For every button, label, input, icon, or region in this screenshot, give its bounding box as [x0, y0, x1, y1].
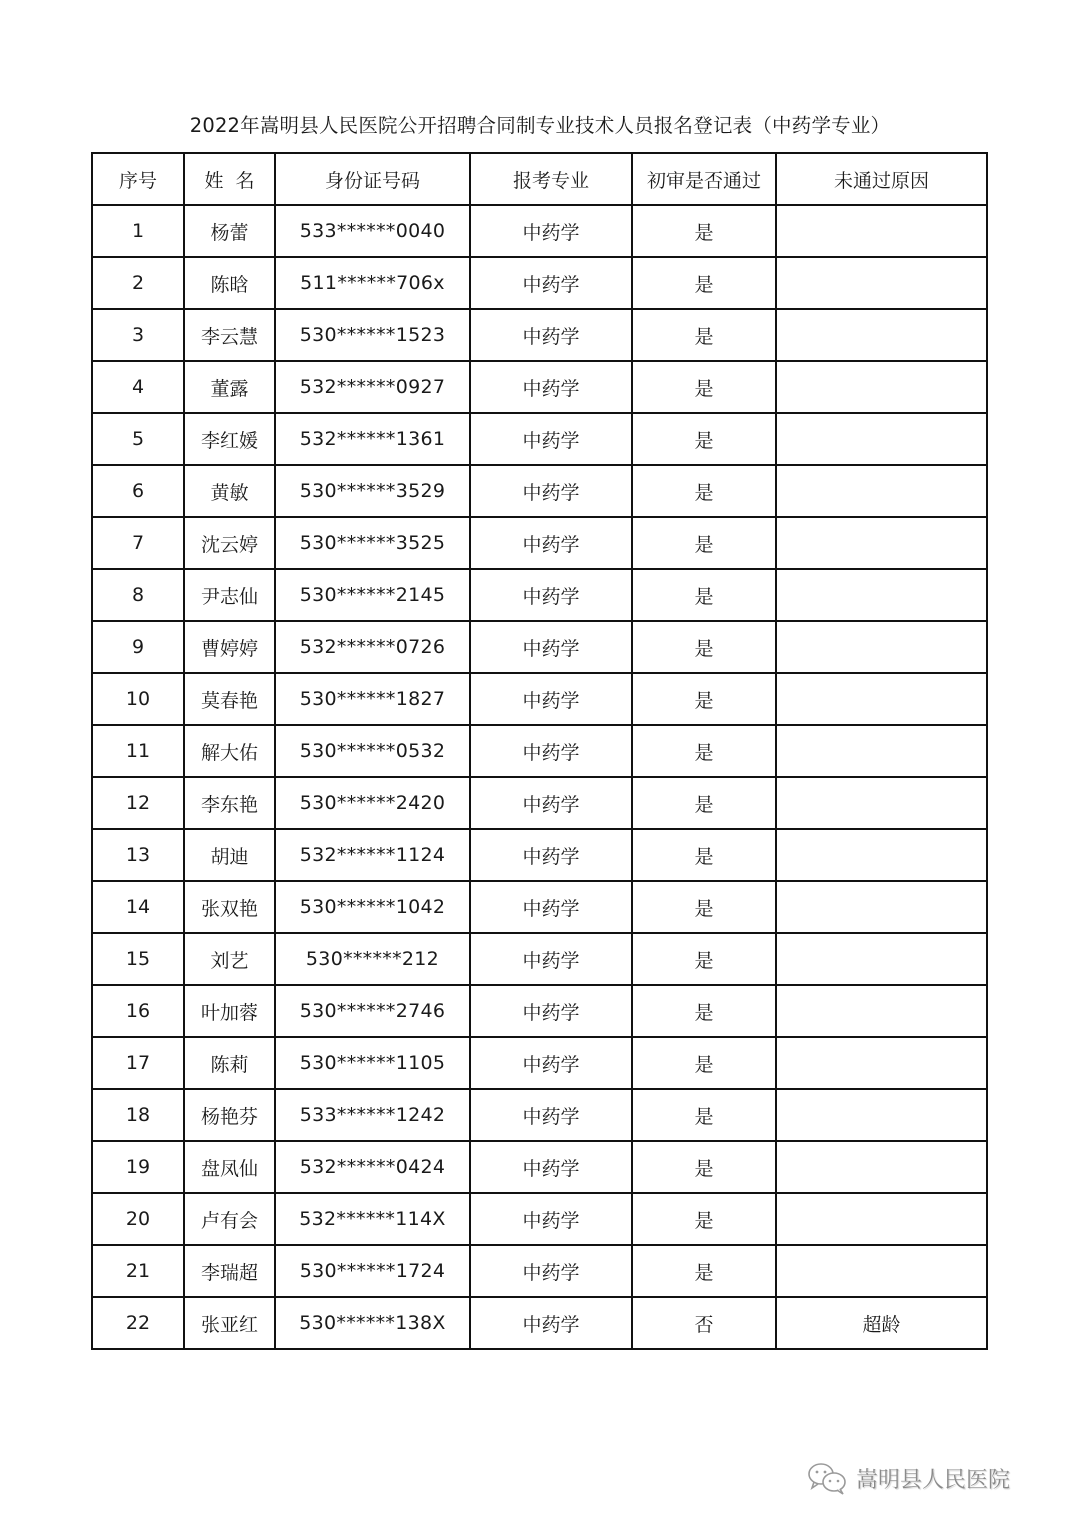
cell-name: 卢有会 [184, 1193, 275, 1245]
cell-passed: 是 [632, 621, 776, 673]
cell-passed: 是 [632, 569, 776, 621]
cell-seq: 13 [92, 829, 184, 881]
cell-reason [776, 1037, 987, 1089]
cell-reason [776, 569, 987, 621]
cell-name: 董露 [184, 361, 275, 413]
cell-seq: 7 [92, 517, 184, 569]
cell-major: 中药学 [470, 1037, 632, 1089]
cell-passed: 是 [632, 985, 776, 1037]
table-row [92, 881, 987, 933]
cell-seq: 11 [92, 725, 184, 777]
cell-passed: 是 [632, 257, 776, 309]
cell-passed: 是 [632, 1037, 776, 1089]
cell-name: 解大佑 [184, 725, 275, 777]
cell-major: 中药学 [470, 621, 632, 673]
cell-id: 532******0424 [275, 1141, 470, 1193]
cell-seq: 1 [92, 205, 184, 257]
cell-major: 中药学 [470, 569, 632, 621]
cell-seq: 12 [92, 777, 184, 829]
cell-name: 杨艳芬 [184, 1089, 275, 1141]
cell-seq: 4 [92, 361, 184, 413]
header-reason: 未通过原因 [776, 153, 987, 205]
cell-reason [776, 881, 987, 933]
cell-id: 530******0532 [275, 725, 470, 777]
wechat-icon [806, 1461, 848, 1495]
cell-seq: 15 [92, 933, 184, 985]
cell-id: 511******706x [275, 257, 470, 309]
cell-passed: 是 [632, 881, 776, 933]
cell-seq: 21 [92, 1245, 184, 1297]
cell-seq: 6 [92, 465, 184, 517]
table-row [92, 985, 987, 1037]
cell-passed: 是 [632, 1245, 776, 1297]
cell-major: 中药学 [470, 465, 632, 517]
cell-seq: 9 [92, 621, 184, 673]
table-header-row [92, 153, 987, 205]
cell-id: 530******1827 [275, 673, 470, 725]
table-row [92, 1141, 987, 1193]
table-row [92, 1193, 987, 1245]
cell-major: 中药学 [470, 1245, 632, 1297]
cell-reason [776, 829, 987, 881]
cell-id: 530******1724 [275, 1245, 470, 1297]
cell-name: 胡迪 [184, 829, 275, 881]
header-id: 身份证号码 [275, 153, 470, 205]
cell-reason [776, 621, 987, 673]
cell-major: 中药学 [470, 1193, 632, 1245]
cell-passed: 是 [632, 829, 776, 881]
footer-brand [806, 1458, 1010, 1498]
cell-major: 中药学 [470, 205, 632, 257]
cell-passed: 是 [632, 1141, 776, 1193]
cell-reason [776, 517, 987, 569]
cell-seq: 16 [92, 985, 184, 1037]
cell-major: 中药学 [470, 881, 632, 933]
cell-id: 532******1124 [275, 829, 470, 881]
cell-reason [776, 309, 987, 361]
cell-seq: 19 [92, 1141, 184, 1193]
cell-name: 李东艳 [184, 777, 275, 829]
cell-reason [776, 985, 987, 1037]
cell-passed: 是 [632, 1193, 776, 1245]
cell-name: 张亚红 [184, 1297, 275, 1349]
cell-seq: 18 [92, 1089, 184, 1141]
cell-id: 530******2145 [275, 569, 470, 621]
table-row [92, 309, 987, 361]
cell-seq: 2 [92, 257, 184, 309]
cell-passed: 是 [632, 725, 776, 777]
cell-seq: 8 [92, 569, 184, 621]
cell-major: 中药学 [470, 1089, 632, 1141]
cell-name: 张双艳 [184, 881, 275, 933]
cell-reason [776, 1141, 987, 1193]
cell-reason [776, 673, 987, 725]
cell-major: 中药学 [470, 1141, 632, 1193]
table-row [92, 1297, 987, 1349]
table-row [92, 413, 987, 465]
table-row [92, 517, 987, 569]
cell-passed: 是 [632, 517, 776, 569]
cell-id: 530******2420 [275, 777, 470, 829]
cell-name: 叶加蓉 [184, 985, 275, 1037]
table-row [92, 1089, 987, 1141]
header-seq: 序号 [92, 153, 184, 205]
table-row [92, 361, 987, 413]
cell-major: 中药学 [470, 673, 632, 725]
cell-id: 532******0927 [275, 361, 470, 413]
cell-name: 盘凤仙 [184, 1141, 275, 1193]
table-row [92, 257, 987, 309]
cell-reason [776, 413, 987, 465]
table-row [92, 725, 987, 777]
header-major: 报考专业 [470, 153, 632, 205]
cell-major: 中药学 [470, 517, 632, 569]
table-row [92, 1245, 987, 1297]
cell-reason [776, 933, 987, 985]
cell-name: 尹志仙 [184, 569, 275, 621]
cell-id: 532******0726 [275, 621, 470, 673]
cell-passed: 是 [632, 1089, 776, 1141]
table-body [92, 205, 987, 1349]
cell-seq: 3 [92, 309, 184, 361]
cell-name: 陈莉 [184, 1037, 275, 1089]
cell-seq: 22 [92, 1297, 184, 1349]
table-row [92, 205, 987, 257]
cell-major: 中药学 [470, 309, 632, 361]
cell-id: 530******212 [275, 933, 470, 985]
cell-name: 李瑞超 [184, 1245, 275, 1297]
cell-passed: 否 [632, 1297, 776, 1349]
cell-major: 中药学 [470, 829, 632, 881]
cell-major: 中药学 [470, 361, 632, 413]
cell-reason [776, 1089, 987, 1141]
cell-passed: 是 [632, 309, 776, 361]
cell-major: 中药学 [470, 985, 632, 1037]
cell-id: 532******1361 [275, 413, 470, 465]
registration-table [91, 152, 988, 1350]
cell-major: 中药学 [470, 257, 632, 309]
table-row [92, 673, 987, 725]
cell-reason [776, 1193, 987, 1245]
table-row [92, 1037, 987, 1089]
cell-name: 黄敏 [184, 465, 275, 517]
cell-id: 533******1242 [275, 1089, 470, 1141]
table-row [92, 465, 987, 517]
cell-id: 530******2746 [275, 985, 470, 1037]
cell-seq: 20 [92, 1193, 184, 1245]
table-row [92, 829, 987, 881]
table-row [92, 777, 987, 829]
cell-passed: 是 [632, 933, 776, 985]
table-row [92, 621, 987, 673]
cell-major: 中药学 [470, 1297, 632, 1349]
cell-name: 曹婷婷 [184, 621, 275, 673]
document-title: 2022年嵩明县人民医院公开招聘合同制专业技术人员报名登记表（中药学专业） [189, 114, 891, 137]
cell-name: 刘艺 [184, 933, 275, 985]
cell-id: 530******1042 [275, 881, 470, 933]
cell-reason [776, 725, 987, 777]
cell-major: 中药学 [470, 933, 632, 985]
cell-passed: 是 [632, 777, 776, 829]
cell-name: 陈晗 [184, 257, 275, 309]
cell-seq: 10 [92, 673, 184, 725]
cell-reason [776, 361, 987, 413]
cell-passed: 是 [632, 465, 776, 517]
table-row [92, 569, 987, 621]
cell-passed: 是 [632, 205, 776, 257]
cell-name: 沈云婷 [184, 517, 275, 569]
cell-seq: 5 [92, 413, 184, 465]
header-name: 姓 名 [184, 153, 275, 205]
cell-reason [776, 205, 987, 257]
cell-seq: 14 [92, 881, 184, 933]
cell-name: 莫春艳 [184, 673, 275, 725]
cell-id: 533******0040 [275, 205, 470, 257]
cell-id: 530******3529 [275, 465, 470, 517]
cell-passed: 是 [632, 361, 776, 413]
cell-id: 530******1105 [275, 1037, 470, 1089]
cell-name: 杨蕾 [184, 205, 275, 257]
table-row [92, 933, 987, 985]
cell-id: 530******3525 [275, 517, 470, 569]
cell-major: 中药学 [470, 413, 632, 465]
cell-reason [776, 1245, 987, 1297]
cell-name: 李红媛 [184, 413, 275, 465]
cell-id: 530******1523 [275, 309, 470, 361]
cell-id: 530******138X [275, 1297, 470, 1349]
cell-passed: 是 [632, 673, 776, 725]
cell-reason [776, 465, 987, 517]
cell-id: 532******114X [275, 1193, 470, 1245]
cell-reason [776, 257, 987, 309]
cell-major: 中药学 [470, 777, 632, 829]
cell-seq: 17 [92, 1037, 184, 1089]
cell-reason: 超龄 [776, 1297, 987, 1349]
header-passed: 初审是否通过 [632, 153, 776, 205]
cell-passed: 是 [632, 413, 776, 465]
footer-brand-name: 嵩明县人民医院 [856, 1467, 1011, 1493]
cell-name: 李云慧 [184, 309, 275, 361]
cell-reason [776, 777, 987, 829]
cell-major: 中药学 [470, 725, 632, 777]
